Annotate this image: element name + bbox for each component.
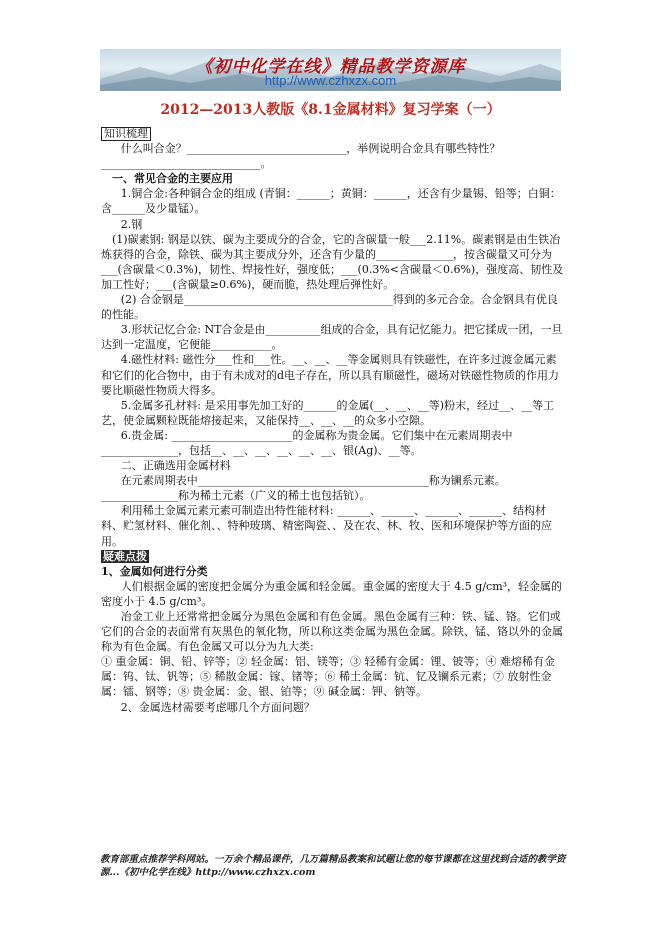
document-body (101, 126, 565, 715)
paragraph-ferrous: 冶金工业上还常常把金属分为黑色金属和有色金属。黑色金属有三种：铁、锰、铬。它们或它们的合金的表面常有灰黑色的氧化物，所以称这类金属为黑色金属。除铁、锰、铬以外的金属称为有色金属。有色金属又可以分为九大类: (101, 610, 563, 654)
paragraph-carbon-steel: (1)碳素钢: 钢是以铁、碳为主要成分的合金，它的含碳量一般___2.11%。碳素钢是由生铁冶炼获得的合金，除铁、碳为其主要成分外，还含有少量的______________，按含碳量又可分为___(含碳量＜0.3%)，韧性、焊接性好，强度低；___(0.3%<含碳量＜0.6%)，强度高、韧性及加工性好；___(含碳量≥0.6%)，硬而脆，热处理后弹性好。 (101, 232, 564, 291)
banner-url[interactable]: http://www.czhxzx.com (264, 73, 397, 88)
page-title: 2012—2013人教版《8.1金属材料》复习学案（一） (160, 102, 501, 118)
paragraph-alloy-definition: 什么叫合金？_____________________________，举例说明合金具有哪些特性？_____________________________。 (101, 142, 501, 171)
heading-metal-classification: 1、金属如何进行分类 (101, 564, 208, 578)
paragraph-magnetic: 4.磁性材料: 磁性分___性和___性。__、__、__等金属则具有铁磁性，在许多过渡金属元素和它们的化合物中，由于有未成对的d电子存在，所以具有顺磁性，磁场对铁磁性物质的作用力要比顺磁性物质大得多。 (101, 353, 560, 397)
paragraph-density: 人们根据金属的密度把金属分为重金属和轻金属。重金属的密度大于 4.5 g/cm³，轻金属的密度小于 4.5 g/cm³。 (101, 579, 563, 608)
section-heading-difficult: 疑难点拨 (103, 549, 147, 563)
paragraph-precious: 6.贵金属: ______________________的金属称为贵金属。它们集中在元素周期表中______________，包括__、__、__、__、__、__、银(Ag)、__等。 (101, 428, 513, 457)
paragraph-porous: 5.金属多孔材料: 是采用事先加工好的______的金属(__、__、__等)粉末，经过__、__等工艺，使金属颗粒既能熔接起来，又能保持__、__、__的众多小空隙。 (101, 398, 555, 427)
paragraph-nine-classes: ① 重金属：铜、铅、锌等；② 轻金属：铝、镁等；③ 轻稀有金属：锂、铍等；④ 难熔稀有金属：钨、钛、钒等；⑤ 稀散金属：镓、锗等；⑥ 稀土金属：钪、钇及镧系元素；⑦ 放射性金属：镭、钢等；⑧ 贵金属：金、银、铂等；⑨ 碱金属：钾、钠等。 (101, 655, 555, 699)
paragraph-steel: 2.钢 (120, 217, 143, 231)
header-banner (100, 49, 561, 91)
banner-title: 《初中化学在线》精品教学资源库 (195, 57, 466, 77)
paragraph-rare-earth: 利用稀土金属元素元素可制造出特性能材料: ______、______、______、______、结构材料、贮氢材料、催化剂、、特种玻璃、精密陶瓷、、及在农、林、牧、医和环境保护等方面的应用。 (101, 504, 552, 548)
heading-choose-materials: 二、正确选用金属材料 (120, 459, 231, 473)
heading-material-selection: 2、金属选材需要考虑哪几个方面问题？ (120, 700, 315, 714)
section-heading-knowledge: 知识梳理 (101, 127, 151, 141)
paragraph-shape-memory: 3.形状记忆合金: NT合金是由__________组成的合金，具有记忆能力。把它揉成一团，一旦达到一定温度，它便能___________。 (101, 323, 563, 352)
footer-note: 教育部重点推荐学科网站。一万余个精品课件，几万篇精品教案和试题让您的每节课都在这里找到合适的教学资源...《初中化学在线》http://www.czhxzx.com (100, 854, 566, 878)
paragraph-alloy-steel: (2) 合金钢是______________________________________得到的多元合金。合金钢具有优良的性能。 (101, 293, 558, 322)
heading-alloy-applications: 一、常见合金的主要应用 (112, 172, 233, 186)
paragraph-lanthanides: 在元素周期表中__________________________________________称为镧系元素。______________称为稀土元素（广义的稀土也包括钪）。 (101, 474, 506, 503)
paragraph-copper-alloy: 1.铜合金:各种铜合金的组成 (青铜：______；黄铜：______，还含有少量锡、铅等；白铜：含______及少量锰）。 (101, 187, 561, 216)
